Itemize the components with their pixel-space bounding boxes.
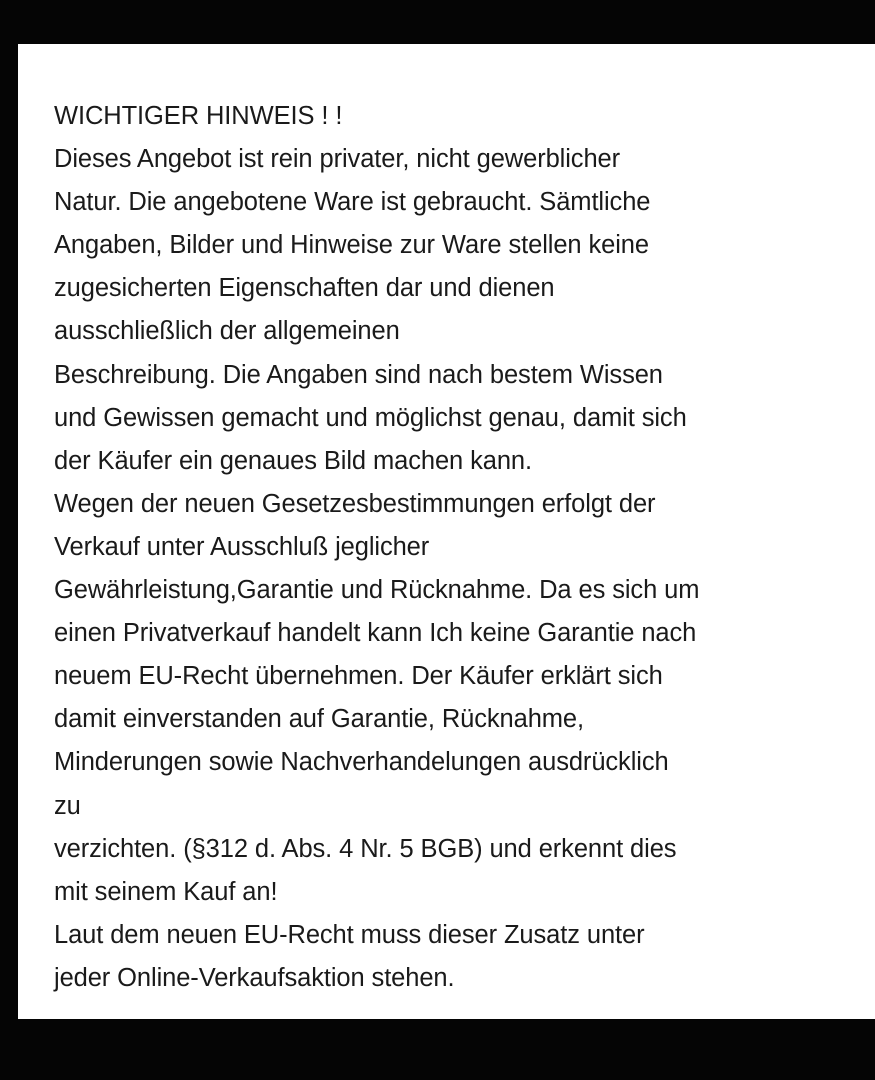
- notice-line: einen Privatverkauf handelt kann Ich keine Garantie nach: [54, 619, 697, 648]
- notice-line: Minderungen sowie Nachverhandelungen ausdrücklich: [54, 748, 669, 777]
- notice-line: Wegen der neuen Gesetzesbestimmungen erfolgt der: [54, 489, 656, 518]
- notice-line: ausschließlich der allgemeinen: [54, 317, 400, 346]
- notice-line: Gewährleistung,Garantie und Rücknahme. Da es sich um: [54, 576, 700, 605]
- notice-line: der Käufer ein genaues Bild machen kann.: [54, 446, 532, 475]
- notice-line: mit seinem Kauf an!: [54, 877, 278, 906]
- notice-line: Dieses Angebot ist rein privater, nicht gewerblicher: [54, 145, 621, 174]
- notice-line: zu: [54, 791, 81, 820]
- notice-line: Beschreibung. Die Angaben sind nach bestem Wissen: [54, 360, 663, 389]
- notice-line: Natur. Die angebotene Ware ist gebraucht. Sämtliche: [54, 188, 651, 217]
- notice-line: Angaben, Bilder und Hinweise zur Ware stellen keine: [54, 231, 649, 260]
- notice-line: Verkauf unter Ausschluß jeglicher: [54, 532, 430, 561]
- notice-line: jeder Online-Verkaufsaktion stehen.: [54, 963, 455, 992]
- notice-text: [54, 95, 875, 1000]
- notice-panel: [18, 44, 875, 1019]
- notice-line: und Gewissen gemacht und möglichst genau, damit sich: [54, 403, 687, 432]
- notice-line: neuem EU-Recht übernehmen. Der Käufer erklärt sich: [54, 662, 663, 691]
- notice-line: zugesicherten Eigenschaften dar und dienen: [54, 274, 555, 303]
- notice-line: Laut dem neuen EU-Recht muss dieser Zusatz unter: [54, 920, 645, 949]
- notice-line: verzichten. (§312 d. Abs. 4 Nr. 5 BGB) und erkennt dies: [54, 834, 677, 863]
- notice-heading: WICHTIGER HINWEIS ! !: [54, 102, 343, 130]
- notice-line: damit einverstanden auf Garantie, Rücknahme,: [54, 705, 584, 734]
